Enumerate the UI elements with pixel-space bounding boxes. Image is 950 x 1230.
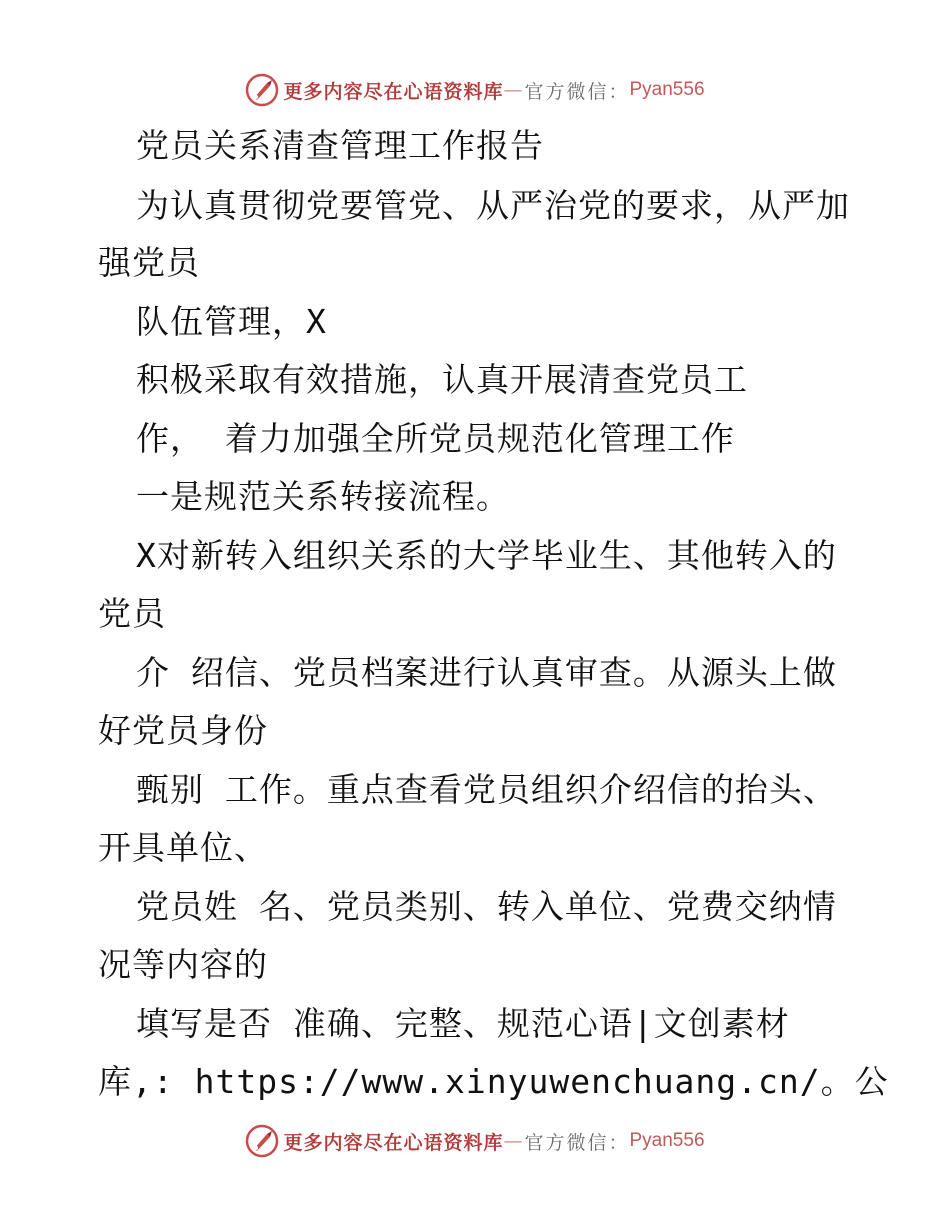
text-line: 积极采取有效措施，认真开展清查党员工 [136, 360, 748, 399]
text-line: 开具单位、 [98, 828, 268, 867]
text-line: 况等内容的 [98, 945, 268, 984]
watermark-wechat-id: Pyan556 [629, 79, 705, 100]
watermark-wechat-label: 官方微信： [524, 80, 630, 103]
text-line: 强党员 [98, 243, 200, 282]
watermark-wechat-id: Pyan556 [629, 1130, 705, 1151]
text-line: 填写是否 准确、完整、规范心语|文创素材 [136, 1004, 790, 1043]
text-line: 队伍管理，X [136, 302, 327, 341]
text-line: 甄别 工作。重点查看党员组织介绍信的抬头、 [136, 770, 837, 809]
quill-seal-icon [245, 1124, 279, 1158]
watermark-site-name: 更多内容尽在心语资料库 [283, 1131, 504, 1154]
text-line: 为认真贯彻党要管党、从严治党的要求，从严加 [136, 186, 850, 225]
text-line: 作， 着力加强全所党员规范化管理工作 [136, 419, 735, 458]
document-title: 党员关系清查管理工作报告 [136, 126, 544, 165]
watermark-wechat-label: 官方微信： [524, 1131, 630, 1154]
text-line: 好党员身份 [98, 711, 268, 750]
text-line: 党员姓 名、党员类别、转入单位、党费交纳情 [136, 887, 837, 926]
watermark-dash: — [503, 1130, 523, 1152]
text-line: 库,: https://www.xinyuwenchuang.cn/。公 [98, 1062, 889, 1101]
text-line: 党员 [98, 594, 166, 633]
footer-watermark-banner [0, 1121, 950, 1161]
text-line: 一是规范关系转接流程。 [136, 477, 510, 516]
watermark-dash: — [503, 79, 523, 101]
text-line: 介 绍信、党员档案进行认真审查。从源头上做 [136, 653, 837, 692]
watermark-site-name: 更多内容尽在心语资料库 [283, 80, 504, 103]
text-line: X对新转入组织关系的大学毕业生、其他转入的 [136, 536, 837, 575]
